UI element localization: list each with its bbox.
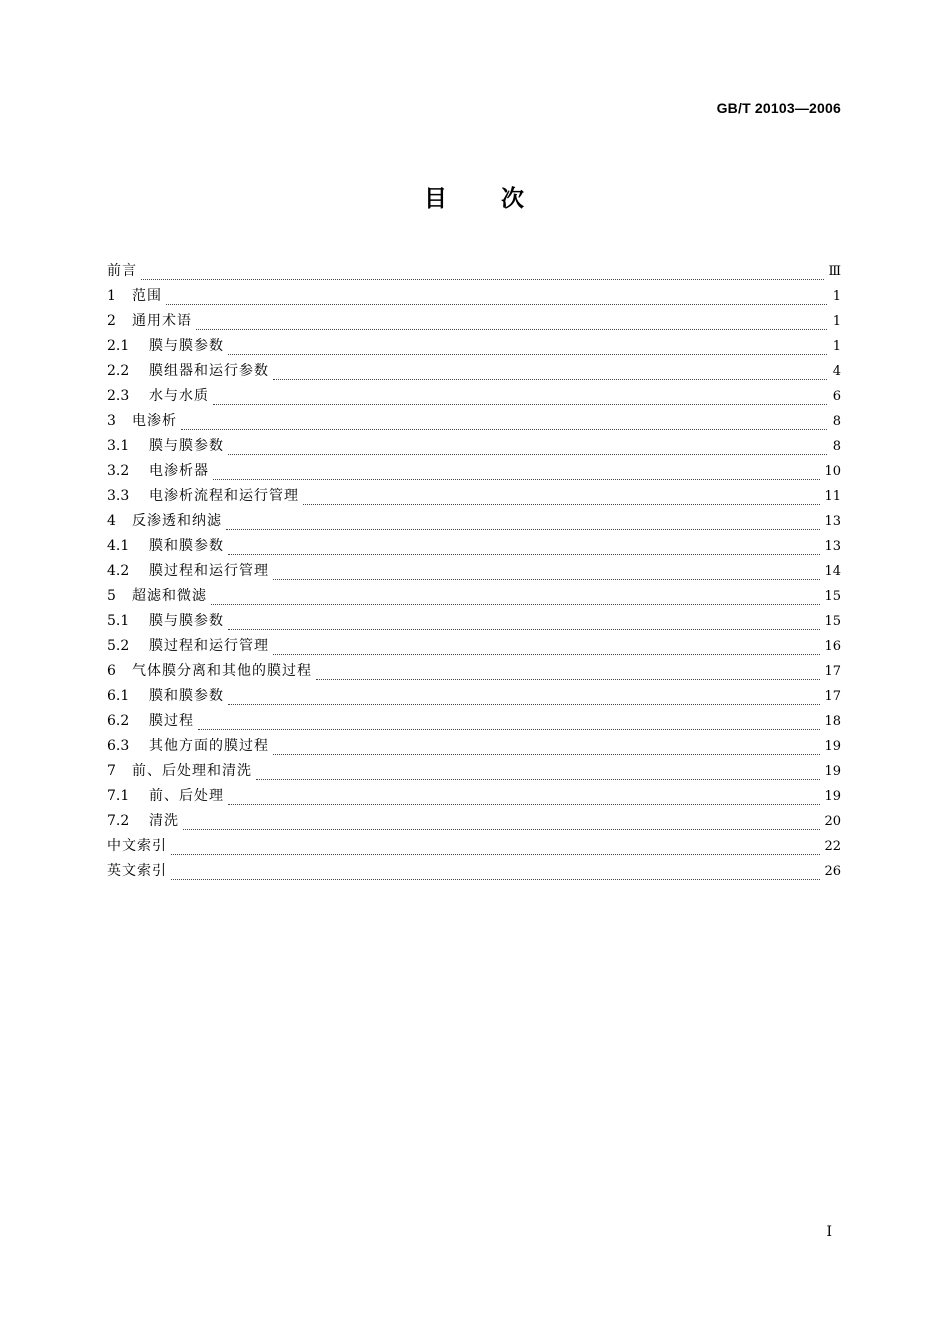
toc-entry-page: 15 — [824, 614, 841, 629]
toc-entry-label: 反渗透和纳滤 — [132, 513, 222, 529]
toc-entry-number: 2.3 — [107, 388, 130, 404]
toc-entry-page: 6 — [832, 389, 841, 404]
toc-entry-label: 范围 — [132, 288, 162, 304]
toc-entry-page: 17 — [824, 664, 841, 679]
toc-dot-leader — [211, 594, 820, 605]
toc-entry-number: 6.3 — [107, 738, 130, 754]
toc-dot-leader — [171, 869, 820, 880]
toc-entry-number: 5.1 — [107, 613, 130, 629]
toc-entry-number: 4 — [107, 513, 116, 529]
toc-entry-label: 膜与膜参数 — [149, 613, 224, 629]
toc-entry-label: 膜组器和运行参数 — [149, 363, 269, 379]
toc-entry-number: 7.2 — [107, 813, 130, 829]
toc-entry-page: 8 — [832, 439, 841, 454]
toc-entry-page: 11 — [824, 489, 841, 504]
toc-dot-leader — [141, 269, 824, 280]
toc-entry-number: 2.1 — [107, 338, 130, 354]
toc-dot-leader — [228, 344, 827, 355]
toc-dot-leader — [213, 394, 827, 405]
toc-entry-page: 18 — [824, 714, 841, 729]
toc-entry-page: Ⅲ — [828, 264, 841, 279]
toc-entry-label: 清洗 — [149, 813, 179, 829]
toc-dot-leader — [273, 744, 820, 755]
toc-entry-number: 4.2 — [107, 563, 130, 579]
toc-dot-leader — [303, 494, 820, 505]
toc-entry[interactable] — [107, 584, 841, 609]
toc-entry-label: 中文索引 — [107, 838, 167, 854]
toc-entry-number: 3 — [107, 413, 116, 429]
toc-entry-number: 6.1 — [107, 688, 130, 704]
toc-entry-label: 英文索引 — [107, 863, 167, 879]
table-of-contents — [107, 259, 841, 884]
toc-entry-page: 1 — [832, 289, 841, 304]
toc-dot-leader — [316, 669, 820, 680]
toc-entry[interactable] — [107, 734, 841, 759]
toc-entry[interactable] — [107, 309, 841, 334]
toc-entry-number: 3.2 — [107, 463, 130, 479]
toc-dot-leader — [228, 794, 820, 805]
toc-entry-label: 膜过程 — [149, 713, 194, 729]
toc-entry-label: 膜与膜参数 — [149, 338, 224, 354]
toc-entry-page: 4 — [832, 364, 841, 379]
toc-entry-page: 1 — [832, 314, 841, 329]
toc-entry-number: 6.2 — [107, 713, 130, 729]
page-title-right: 次 — [501, 185, 526, 212]
toc-entry-label: 水与水质 — [149, 388, 209, 404]
toc-entry-number: 7 — [107, 763, 116, 779]
toc-entry[interactable] — [107, 659, 841, 684]
toc-entry-number: 1 — [107, 288, 116, 304]
toc-dot-leader — [166, 294, 827, 305]
toc-entry-label: 电渗析 — [132, 413, 177, 429]
toc-entry-label: 超滤和微滤 — [132, 588, 207, 604]
toc-dot-leader — [228, 694, 820, 705]
toc-dot-leader — [228, 619, 820, 630]
toc-entry-label: 通用术语 — [132, 313, 192, 329]
toc-entry-number: 3.1 — [107, 438, 130, 454]
toc-entry[interactable] — [107, 259, 841, 284]
toc-entry[interactable] — [107, 509, 841, 534]
toc-dot-leader — [181, 419, 827, 430]
toc-entry-label: 气体膜分离和其他的膜过程 — [132, 663, 312, 679]
toc-dot-leader — [228, 444, 827, 455]
toc-entry[interactable] — [107, 384, 841, 409]
toc-entry-number: 5.2 — [107, 638, 130, 654]
toc-entry-page: 19 — [824, 789, 841, 804]
toc-entry-label: 前、后处理 — [149, 788, 224, 804]
toc-entry-page: 19 — [824, 764, 841, 779]
toc-entry-number: 5 — [107, 588, 116, 604]
toc-entry-number: 6 — [107, 663, 116, 679]
toc-dot-leader — [196, 319, 827, 330]
toc-entry-label: 膜与膜参数 — [149, 438, 224, 454]
toc-entry[interactable] — [107, 334, 841, 359]
page-title-left: 目 — [424, 185, 449, 212]
toc-entry-number: 3.3 — [107, 488, 130, 504]
toc-entry-label: 膜和膜参数 — [149, 688, 224, 704]
toc-entry-page: 17 — [824, 689, 841, 704]
toc-entry[interactable] — [107, 409, 841, 434]
toc-entry-label: 膜和膜参数 — [149, 538, 224, 554]
toc-entry-label: 膜过程和运行管理 — [149, 563, 269, 579]
toc-dot-leader — [213, 469, 820, 480]
toc-entry[interactable] — [107, 809, 841, 834]
toc-entry-number: 7.1 — [107, 788, 130, 804]
toc-entry[interactable] — [107, 759, 841, 784]
toc-entry-page: 10 — [824, 464, 841, 479]
toc-entry-page: 15 — [824, 589, 841, 604]
toc-entry[interactable] — [107, 784, 841, 809]
toc-entry-label: 电渗析器 — [149, 463, 209, 479]
toc-entry-page: 13 — [824, 514, 841, 529]
toc-entry[interactable] — [107, 484, 841, 509]
toc-entry[interactable] — [107, 684, 841, 709]
toc-entry-label: 其他方面的膜过程 — [149, 738, 269, 754]
toc-dot-leader — [226, 519, 820, 530]
toc-dot-leader — [273, 569, 820, 580]
toc-entry-page: 14 — [824, 564, 841, 579]
toc-entry-label: 前言 — [107, 263, 137, 279]
toc-dot-leader — [256, 769, 820, 780]
toc-dot-leader — [183, 819, 820, 830]
page-title — [0, 180, 950, 213]
toc-entry[interactable] — [107, 434, 841, 459]
toc-entry-label: 电渗析流程和运行管理 — [149, 488, 299, 504]
toc-entry-page: 26 — [824, 864, 841, 879]
toc-entry[interactable] — [107, 534, 841, 559]
toc-entry-page: 20 — [824, 814, 841, 829]
toc-entry-page: 16 — [824, 639, 841, 654]
toc-entry[interactable] — [107, 634, 841, 659]
toc-dot-leader — [273, 644, 820, 655]
toc-entry-number: 2.2 — [107, 363, 130, 379]
toc-entry[interactable] — [107, 284, 841, 309]
toc-entry-number: 2 — [107, 313, 116, 329]
toc-entry-page: 13 — [824, 539, 841, 554]
toc-entry[interactable] — [107, 709, 841, 734]
toc-dot-leader — [171, 844, 820, 855]
toc-entry[interactable] — [107, 359, 841, 384]
toc-entry[interactable] — [107, 459, 841, 484]
toc-entry-label: 膜过程和运行管理 — [149, 638, 269, 654]
toc-entry-label: 前、后处理和清洗 — [132, 763, 252, 779]
toc-dot-leader — [273, 369, 827, 380]
toc-dot-leader — [198, 719, 820, 730]
page-folio: Ⅰ — [826, 1224, 832, 1240]
toc-entry-page: 8 — [832, 414, 841, 429]
toc-entry[interactable] — [107, 859, 841, 884]
standard-code: GB/T 20103—2006 — [716, 100, 841, 116]
toc-entry[interactable] — [107, 609, 841, 634]
toc-entry[interactable] — [107, 834, 841, 859]
toc-dot-leader — [228, 544, 820, 555]
toc-entry[interactable] — [107, 559, 841, 584]
toc-entry-page: 22 — [824, 839, 841, 854]
toc-entry-number: 4.1 — [107, 538, 130, 554]
toc-entry-page: 19 — [824, 739, 841, 754]
toc-entry-page: 1 — [832, 339, 841, 354]
